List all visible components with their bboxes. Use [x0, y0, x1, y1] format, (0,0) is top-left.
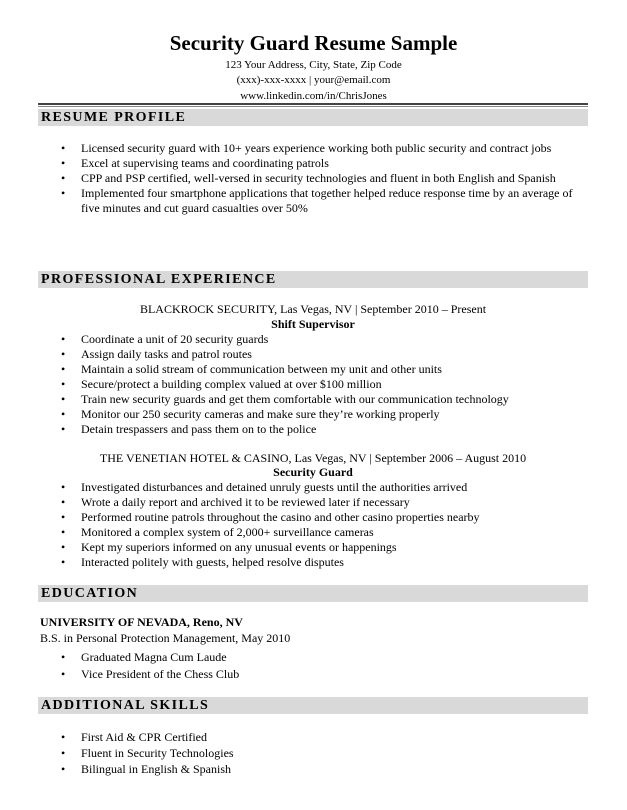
- profile-bullet-list: [81, 141, 581, 216]
- header-divider: [38, 103, 588, 105]
- skills-bullet-list: [81, 729, 581, 777]
- list-item: • Graduated Magna Cum Laude: [81, 650, 581, 665]
- header-divider-thin: [38, 106, 588, 107]
- job-role-1: Shift Supervisor: [271, 317, 355, 331]
- list-item: • Vice President of the Chess Club: [81, 667, 581, 682]
- job-role-2: Security Guard: [273, 465, 353, 479]
- education-school: UNIVERSITY OF NEVADA,: [40, 615, 190, 629]
- job-1-bullet-list: [81, 332, 581, 437]
- list-item: • Monitor our 250 security cameras and make sure they’re working properly: [81, 407, 581, 422]
- job-employer-1: BLACKROCK SECURITY, Las Vegas, NV | September 2010 – Present: [139, 302, 487, 316]
- section-heading-skills-text: ADDITIONAL SKILLS: [41, 698, 210, 713]
- list-item: • Excel at supervising teams and coordinating patrols: [81, 156, 581, 171]
- list-item: • Implemented four smartphone applications that together helped reduce response time by an average of five minutes and cut guard casualties over 50%: [81, 186, 581, 216]
- list-item: • Licensed security guard with 10+ years experience working both public security and contract jobs: [81, 141, 581, 156]
- education-school-line: [40, 615, 243, 630]
- education-bullet-list: [81, 650, 581, 682]
- list-item: • Bilingual in English & Spanish: [81, 761, 581, 777]
- section-heading-education: [38, 585, 588, 602]
- list-item: • Train new security guards and get them comfortable with our communication technology: [81, 392, 581, 407]
- list-item: • Assign daily tasks and patrol routes: [81, 347, 581, 362]
- section-heading-skills: [38, 697, 588, 714]
- section-heading-experience: [38, 271, 588, 288]
- education-location: Reno, NV: [189, 615, 243, 629]
- list-item: • Fluent in Security Technologies: [81, 745, 581, 761]
- list-item: • Coordinate a unit of 20 security guards: [81, 332, 581, 347]
- list-item: • Wrote a daily report and archived it to be reviewed later if necessary: [81, 495, 581, 510]
- list-item: • Performed routine patrols throughout the casino and other casino properties nearby: [81, 510, 581, 525]
- job-employer-2: THE VENETIAN HOTEL & CASINO, Las Vegas, NV | September 2006 – August 2010: [99, 451, 527, 465]
- list-item: • CPP and PSP certified, well-versed in security technologies and fluent in both English and Spanish: [81, 171, 581, 186]
- contact-phone-email: (xxx)-xxx-xxxx | your@email.com: [236, 74, 391, 86]
- list-item: • Investigated disturbances and detained unruly guests until the authorities arrived: [81, 480, 581, 495]
- section-heading-education-text: EDUCATION: [41, 586, 139, 601]
- list-item: • Detain trespassers and pass them on to the police: [81, 422, 581, 437]
- contact-linkedin[interactable]: www.linkedin.com/in/ChrisJones: [240, 90, 387, 102]
- list-item: • Interacted politely with guests, helped resolve disputes: [81, 555, 581, 570]
- resume-title: Security Guard Resume Sample: [169, 31, 458, 55]
- contact-address: 123 Your Address, City, State, Zip Code: [225, 59, 402, 71]
- section-heading-profile: [38, 109, 588, 126]
- education-degree: B.S. in Personal Protection Management, May 2010: [40, 631, 291, 645]
- job-2-bullet-list: [81, 480, 581, 570]
- section-heading-experience-text: PROFESSIONAL EXPERIENCE: [41, 272, 277, 287]
- list-item: • First Aid & CPR Certified: [81, 729, 581, 745]
- list-item: • Kept my superiors informed on any unusual events or happenings: [81, 540, 581, 555]
- section-heading-profile-text: RESUME PROFILE: [41, 110, 187, 125]
- list-item: • Secure/protect a building complex valued at over $100 million: [81, 377, 581, 392]
- list-item: • Maintain a solid stream of communication between my unit and other units: [81, 362, 581, 377]
- list-item: • Monitored a complex system of 2,000+ surveillance cameras: [81, 525, 581, 540]
